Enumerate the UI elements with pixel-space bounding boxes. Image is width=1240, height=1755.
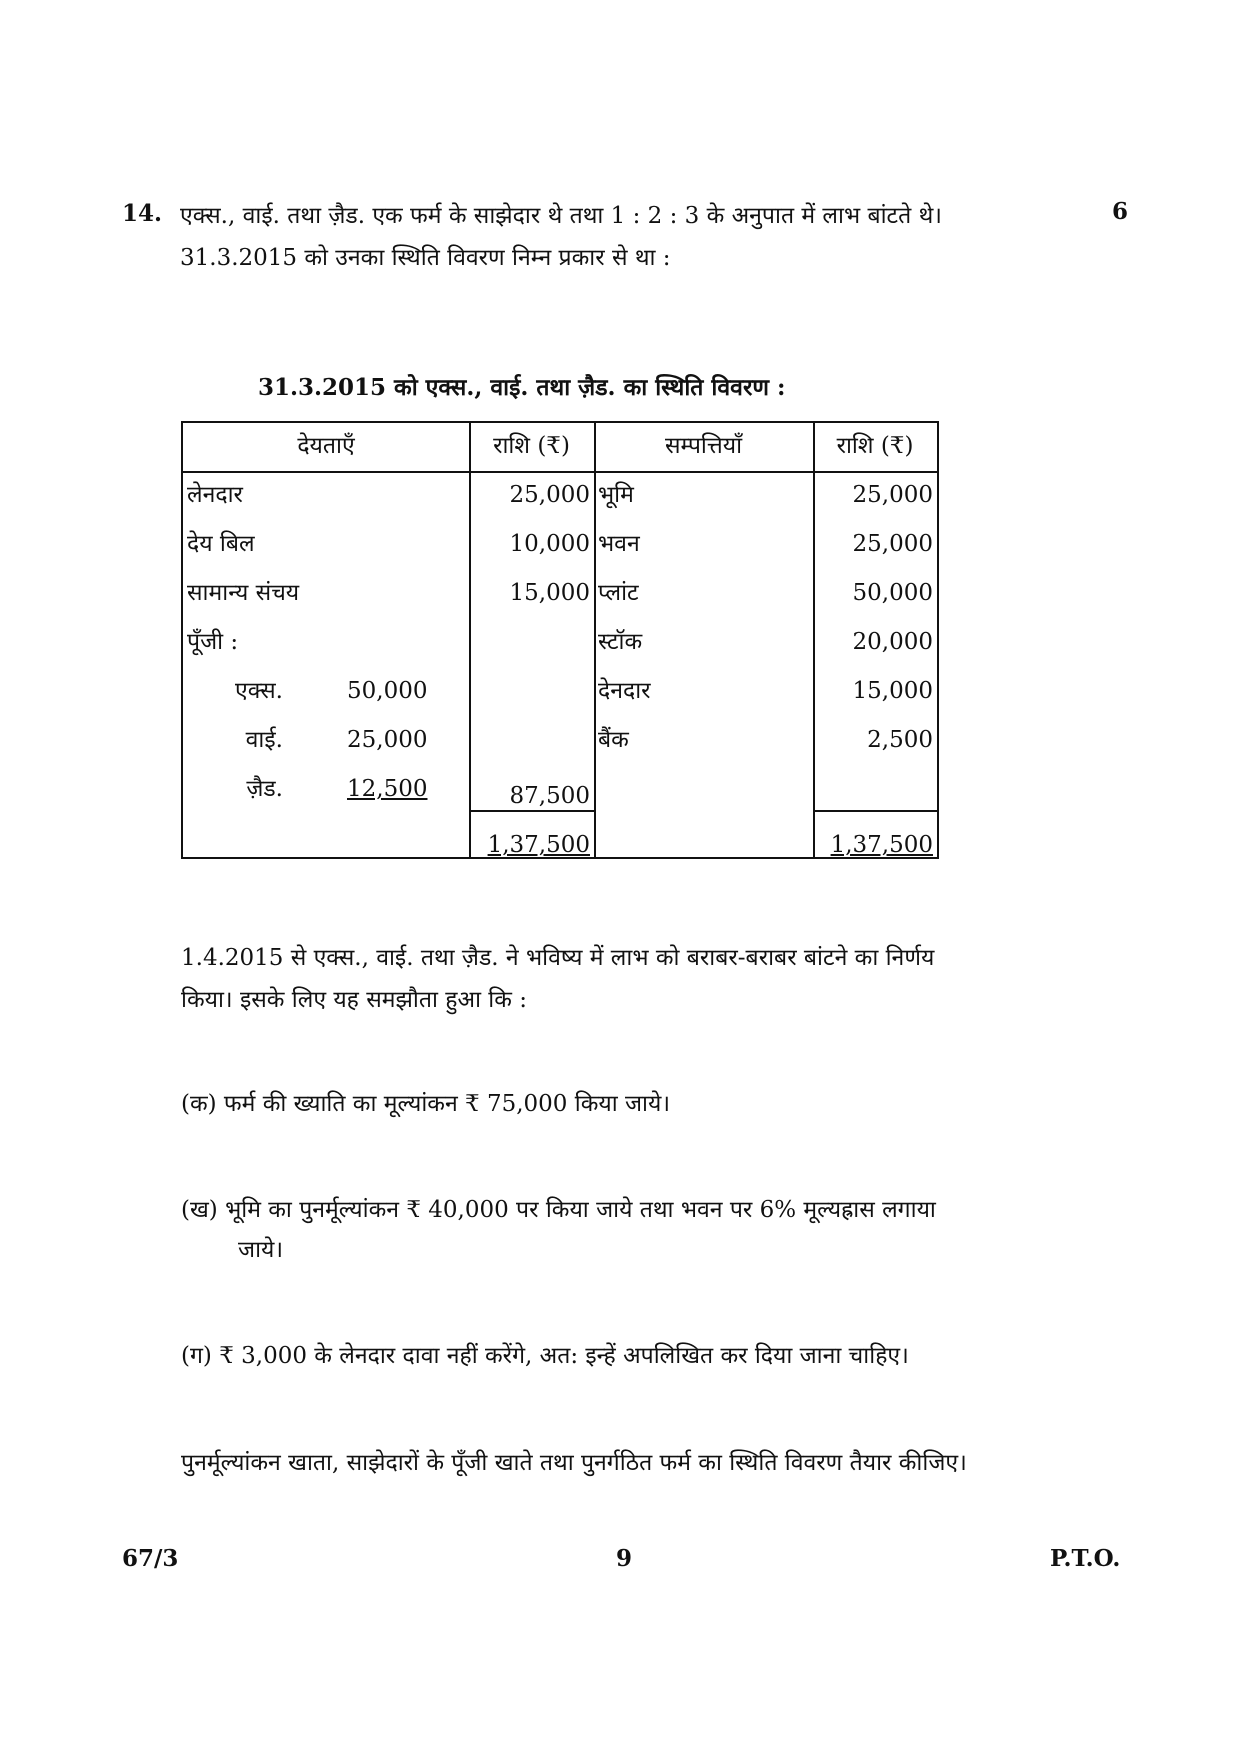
liability-label: सामान्य संचय [187,580,300,606]
header-amount: राशि (₹) [836,433,914,459]
header-liabilities: देयताएँ [297,433,355,459]
asset-amount: 50,000 [852,580,933,606]
balance-sheet-title: 31.3.2015 को एक्स., वाई. तथा ज़ैड. का स्थिति विवरण : [258,374,786,401]
asset-label: भूमि [598,482,634,508]
header-amount: राशि (₹) [493,433,570,459]
paragraph-line-1: 1.4.2015 से एक्स., वाई. तथा ज़ैड. ने भविष्य में लाभ को बराबर-बराबर बांटने का निर्णय [181,945,935,971]
instruction: पुनर्मूल्यांकन खाता, साझेदारों के पूँजी खाते तथा पुनर्गठित फर्म का स्थिति विवरण तैयार कीजिए। [181,1450,967,1476]
header-divider [183,471,937,473]
item-ka: (क) फर्म की ख्याति का मूल्यांकन ₹ 75,000 किया जाये। [181,1091,671,1117]
header-assets: सम्पत्तियाँ [664,433,743,459]
total-line-assets [813,810,937,812]
question-line-2: 31.3.2015 को उनका स्थिति विवरण निम्न प्रकार से था : [180,245,671,271]
asset-amount: 15,000 [852,678,933,704]
asset-amount: 25,000 [852,482,933,508]
question-number: 14. [122,200,163,227]
capital-amount: 12,500 [347,776,428,802]
asset-amount: 2,500 [867,727,933,753]
asset-label: बैंक [598,727,629,753]
asset-label: स्टॉक [598,629,643,655]
liability-label: देय बिल [187,531,255,557]
paragraph-line-2: किया। इसके लिए यह समझौता हुआ कि : [181,987,527,1013]
liability-amount: 15,000 [509,580,590,606]
liability-label: पूँजी : [187,629,239,655]
asset-amount: 20,000 [852,629,933,655]
liability-label: लेनदार [187,482,243,508]
liability-amount: 10,000 [509,531,590,557]
question-marks: 6 [1112,198,1129,225]
balance-sheet-table [181,421,939,859]
liability-amount: 25,000 [509,482,590,508]
item-kha-line-1: (ख) भूमि का पुनर्मूल्यांकन ₹ 40,000 पर किया जाये तथा भवन पर 6% मूल्यह्रास लगाया [181,1197,936,1223]
capital-partner: एक्स. [235,678,283,704]
pto-label: P.T.O. [1050,1545,1121,1572]
capital-amount: 25,000 [347,727,428,753]
liabilities-total: 1,37,500 [487,832,590,858]
paper-code: 67/3 [122,1545,179,1572]
asset-amount: 25,000 [852,531,933,557]
asset-label: देनदार [598,678,651,704]
question-line-1: एक्स., वाई. तथा ज़ैड. एक फर्म के साझेदार थे तथा 1 : 2 : 3 के अनुपात में लाभ बांटते थे। [180,203,942,229]
asset-label: प्लांट [598,580,639,606]
capital-partner: वाई. [245,727,283,753]
capital-total: 87,500 [509,783,590,809]
assets-total: 1,37,500 [830,832,933,858]
column-divider [594,423,596,857]
capital-partner: ज़ैड. [246,776,283,802]
capital-amount: 50,000 [347,678,428,704]
item-ga: (ग) ₹ 3,000 के लेनदार दावा नहीं करेंगे, अत: इन्हें अपलिखित कर दिया जाना चाहिए। [181,1343,909,1369]
asset-label: भवन [598,531,640,557]
item-kha-line-2: जाये। [238,1237,284,1263]
page-number: 9 [616,1545,633,1572]
